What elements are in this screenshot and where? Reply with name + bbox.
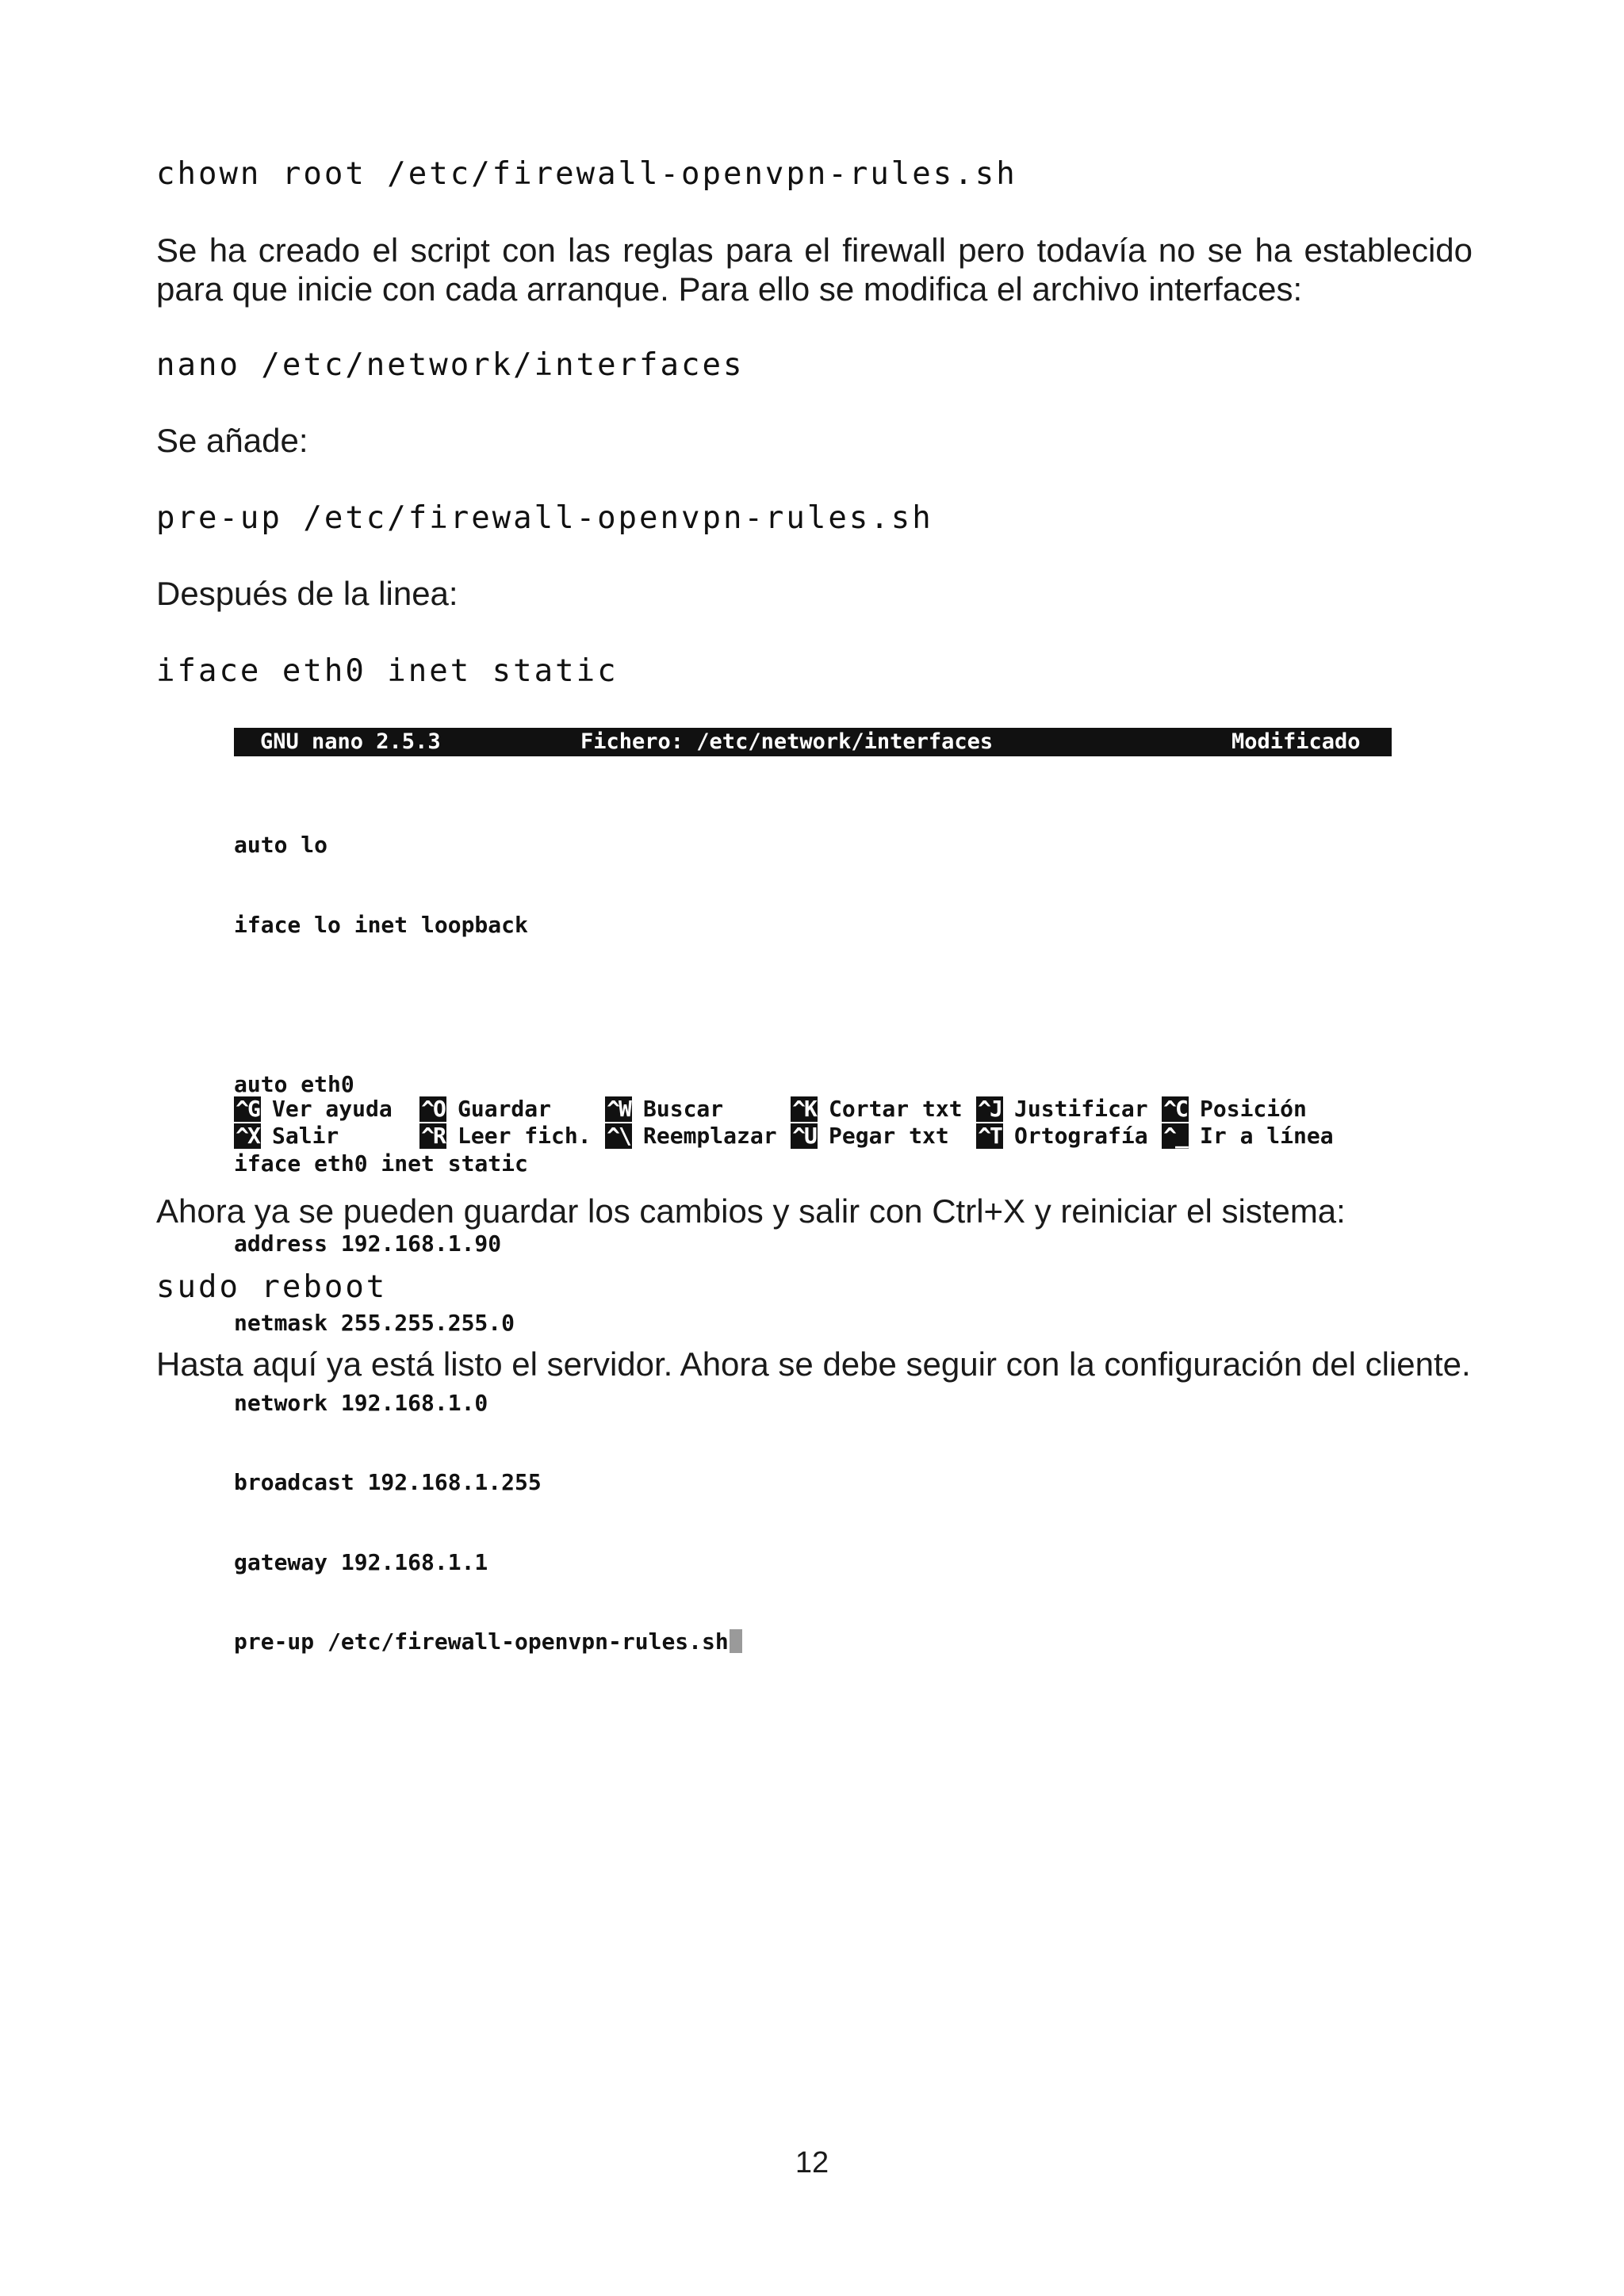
nano-line-text: pre-up /etc/firewall-openvpn-rules.sh: [234, 1628, 729, 1655]
shortcut-label: Leer fich.: [458, 1123, 592, 1149]
nano-shortcut-bar: [234, 1096, 1392, 1151]
code-pre-up-line: pre-up /etc/firewall-openvpn-rules.sh: [156, 500, 933, 536]
shortcut-key: ^G: [234, 1096, 261, 1122]
page-number: 12: [795, 2146, 829, 2179]
nano-line: gateway 192.168.1.1: [234, 1548, 488, 1575]
shortcut-label: Posición: [1200, 1096, 1307, 1122]
shortcut-column: [976, 1096, 1166, 1150]
paragraph-script-created: Se ha creado el script con las reglas para el firewall pero todavía no se ha establecido para que inicie con cada arranque. Para ello se modifica el archivo interfaces:: [156, 232, 1473, 308]
shortcut-column: [234, 1096, 424, 1150]
shortcut-label: Guardar: [458, 1096, 552, 1122]
nano-status: Modificado: [1231, 729, 1361, 754]
shortcut-position: [1162, 1096, 1352, 1123]
shortcut-help: [234, 1096, 424, 1123]
shortcut-label: Reemplazar: [643, 1123, 777, 1149]
shortcut-key: ^C: [1162, 1096, 1189, 1122]
shortcut-cut: [791, 1096, 981, 1123]
paragraph-guardar-reiniciar: Ahora ya se pueden guardar los cambios y salir con Ctrl+X y reiniciar el sistema:: [156, 1192, 1346, 1230]
shortcut-label: Cortar txt: [829, 1096, 963, 1122]
shortcut-search: [605, 1096, 795, 1123]
shortcut-key: ^T: [976, 1123, 1003, 1149]
code-sudo-reboot: sudo reboot: [156, 1269, 388, 1305]
paragraph-se-anade: Se añade:: [156, 422, 308, 459]
shortcut-goto-line: [1162, 1123, 1352, 1150]
shortcut-paste: [791, 1123, 981, 1150]
shortcut-key: ^_: [1162, 1123, 1189, 1149]
shortcut-key: ^W: [605, 1096, 632, 1122]
text-cursor: [730, 1629, 742, 1653]
shortcut-label: Ver ayuda: [272, 1096, 393, 1122]
nano-file-label: Fichero: /etc/network/interfaces: [580, 729, 994, 754]
nano-line: [234, 991, 742, 1018]
nano-version: GNU nano 2.5.3: [260, 729, 441, 754]
nano-file-content: [234, 779, 742, 1709]
nano-line: broadcast 192.168.1.255: [234, 1469, 542, 1495]
shortcut-read-file: [419, 1123, 610, 1150]
shortcut-exit: [234, 1123, 424, 1150]
shortcut-key: ^\: [605, 1123, 632, 1149]
shortcut-column: [419, 1096, 610, 1150]
nano-line: netmask 255.255.255.0: [234, 1310, 515, 1336]
shortcut-column: [605, 1096, 795, 1150]
nano-line: auto lo: [234, 832, 328, 858]
shortcut-key: ^O: [419, 1096, 446, 1122]
paragraph-servidor-listo: Hasta aquí ya está listo el servidor. Ahora se debe seguir con la configuración del cliente.: [156, 1345, 1471, 1383]
nano-line: auto eth0: [234, 1070, 354, 1097]
shortcut-column: [1162, 1096, 1352, 1150]
shortcut-label: Buscar: [643, 1096, 724, 1122]
nano-line: iface lo inet loopback: [234, 911, 528, 938]
shortcut-key: ^R: [419, 1123, 446, 1149]
code-iface-line: iface eth0 inet static: [156, 653, 619, 689]
shortcut-label: Ir a línea: [1200, 1123, 1334, 1149]
shortcut-label: Pegar txt: [829, 1123, 949, 1149]
shortcut-label: Justificar: [1014, 1096, 1148, 1122]
shortcut-spell: [976, 1123, 1166, 1150]
shortcut-justify: [976, 1096, 1166, 1123]
nano-title-bar: [234, 728, 1392, 756]
shortcut-column: [791, 1096, 981, 1150]
nano-line: network 192.168.1.0: [234, 1389, 488, 1416]
nano-line: iface eth0 inet static: [234, 1150, 528, 1177]
shortcut-key: ^K: [791, 1096, 818, 1122]
code-chown-command: chown root /etc/firewall-openvpn-rules.sh: [156, 156, 1017, 192]
shortcut-label: Ortografía: [1014, 1123, 1148, 1149]
shortcut-key: ^J: [976, 1096, 1003, 1122]
code-nano-command: nano /etc/network/interfaces: [156, 347, 745, 383]
nano-line-last: [234, 1628, 742, 1655]
shortcut-save: [419, 1096, 610, 1123]
paragraph-despues-de-la-linea: Después de la linea:: [156, 575, 458, 612]
shortcut-replace: [605, 1123, 795, 1150]
nano-line: address 192.168.1.90: [234, 1230, 502, 1257]
shortcut-key: ^U: [791, 1123, 818, 1149]
shortcut-key: ^X: [234, 1123, 261, 1149]
shortcut-label: Salir: [272, 1123, 339, 1149]
